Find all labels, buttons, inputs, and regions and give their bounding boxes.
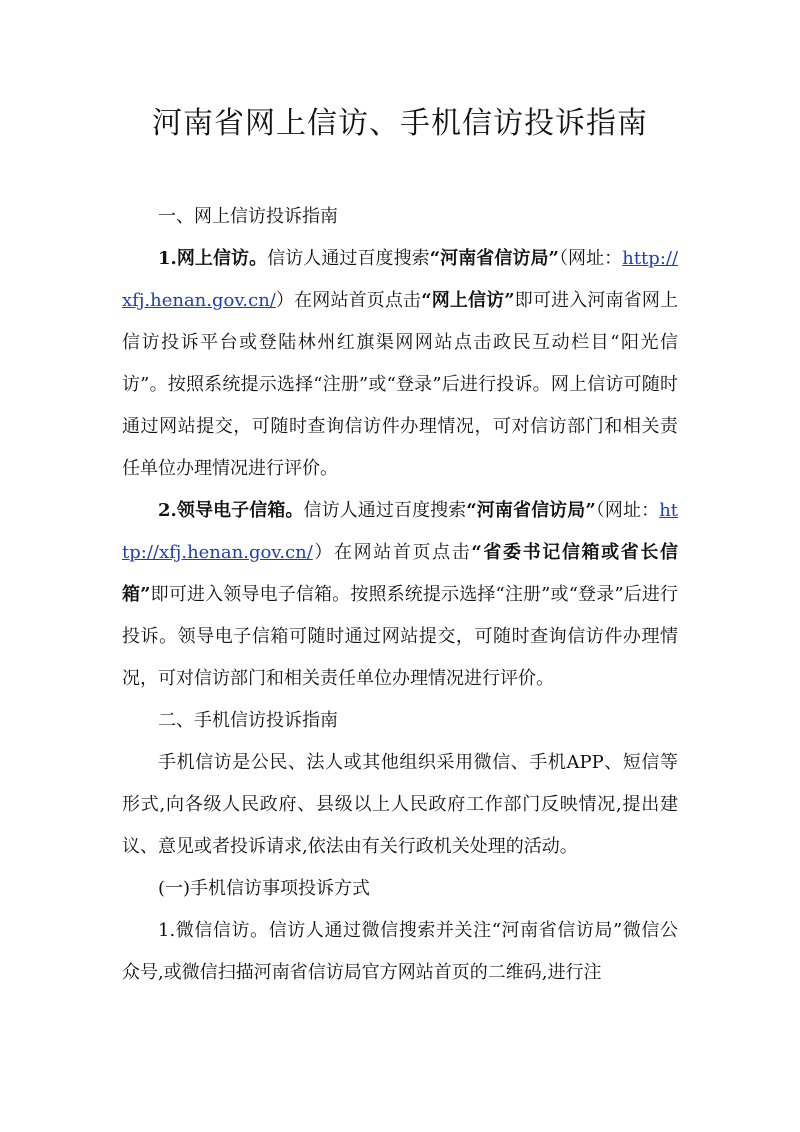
- section2-intro: 手机信访是公民、法人或其他组织采用微信、手机APP、短信等形式,向各级人民政府、县级以上人民政府工作部门反映情况,提出建议、意见或者投诉请求,依法由有关行政机关处理的活动。: [122, 752, 678, 857]
- item1-label: 1.网上信访。: [158, 248, 268, 269]
- item1-bold1: “河南省信访局”: [429, 248, 559, 269]
- item2-url-link[interactable]: http://xfj.henan.gov.cn/: [122, 500, 679, 563]
- document-body: [122, 196, 678, 994]
- item2-text3: ）在网站首页点击: [312, 542, 472, 563]
- item2-bold1: “河南省信访局”: [466, 500, 596, 521]
- item2-text1: 信访人通过百度搜索: [303, 500, 467, 521]
- section2-heading: 二、手机信访投诉指南: [158, 710, 338, 731]
- item1-paragraph: [122, 238, 678, 490]
- subsection1-heading: (一)手机信访事项投诉方式: [158, 878, 371, 899]
- section1-heading: 一、网上信访投诉指南: [158, 206, 338, 227]
- item2-label: 2.领导电子信箱。: [158, 500, 304, 521]
- page-title: 河南省网上信访、手机信访投诉指南: [152, 106, 648, 141]
- item1-text4: 即可进入河南省网上信访投诉平台或登陆林州红旗渠网网站点击政民互动栏目“阳光信访”。按照系统提示选择“注册”或“登录”后进行投诉。网上信访可随时通过网站提交，可随时查询信访件办理情况，可对信访部门和相关责任单位办理情况进行评价。: [122, 290, 678, 479]
- item1-text1: 信访人通过百度搜索: [267, 248, 430, 269]
- item3-paragraph: 1.微信信访。信访人通过微信搜索并关注“河南省信访局”微信公众号,或微信扫描河南省信访局官方网站首页的二维码,进行注: [122, 920, 678, 983]
- item1-url-link[interactable]: http://xfj.henan.gov.cn/: [122, 248, 679, 311]
- item2-paragraph: [122, 490, 678, 700]
- item2-text4: 即可进入领导电子信箱。按照系统提示选择“注册”或“登录”后进行投诉。领导电子信箱可随时通过网站提交，可随时查询信访件办理情况，可对信访部门和相关责任单位办理情况进行评价。: [122, 584, 678, 689]
- item1-text3: ）在网站首页点击: [275, 290, 422, 311]
- item2-bold2: “省委书记信箱或省长信箱”: [122, 542, 678, 605]
- item2-text2: （网址：: [595, 500, 660, 521]
- item1-text2: （网址：: [558, 248, 623, 269]
- item1-bold2: “网上信访”: [421, 290, 515, 311]
